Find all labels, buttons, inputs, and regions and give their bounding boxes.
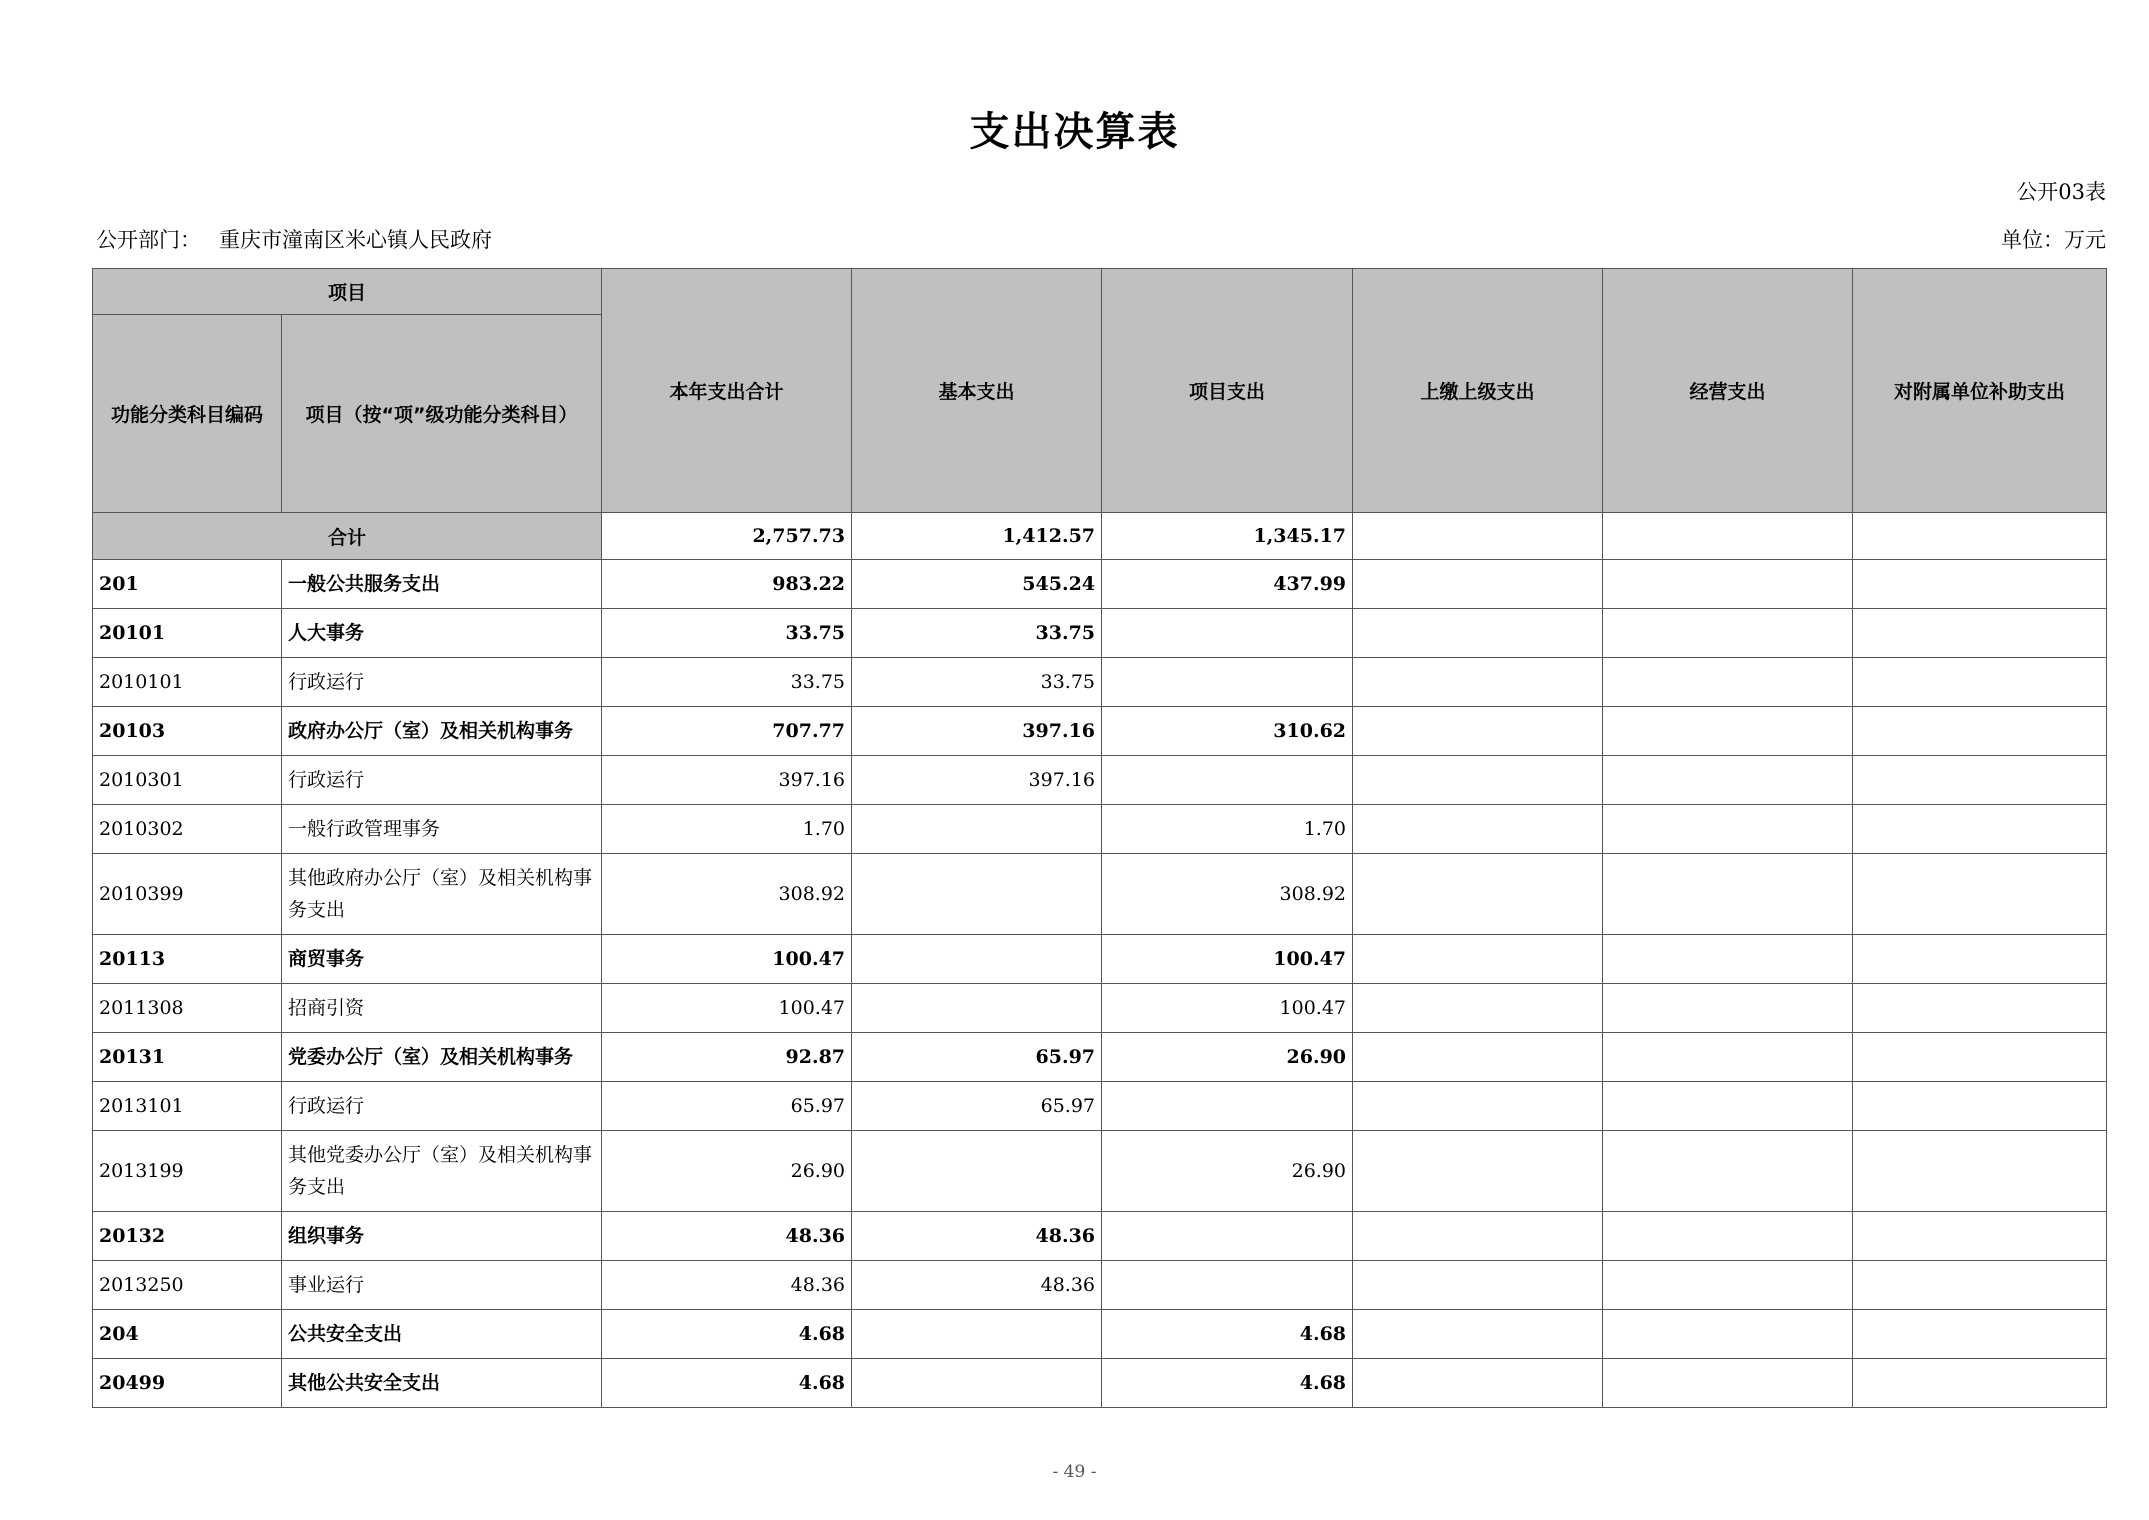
cell-business — [1603, 805, 1853, 854]
header-basic: 基本支出 — [852, 269, 1102, 513]
cell-business — [1603, 935, 1853, 984]
cell-upper — [1353, 658, 1603, 707]
cell-project — [1102, 756, 1353, 805]
table-row — [93, 560, 2107, 609]
table-row — [93, 854, 2107, 935]
cell-code: 2011308 — [93, 984, 282, 1033]
cell-business — [1603, 756, 1853, 805]
cell-upper — [1353, 984, 1603, 1033]
cell-business — [1603, 1033, 1853, 1082]
cell-total: 1.70 — [602, 805, 852, 854]
cell-upper — [1353, 1082, 1603, 1131]
cell-code: 204 — [93, 1310, 282, 1359]
cell-total: 397.16 — [602, 756, 852, 805]
cell-code: 2010301 — [93, 756, 282, 805]
cell-subsidy — [1853, 1212, 2107, 1261]
cell-project: 1.70 — [1102, 805, 1353, 854]
cell-business — [1603, 984, 1853, 1033]
cell-total: 33.75 — [602, 609, 852, 658]
table-row — [93, 1033, 2107, 1082]
cell-upper — [1353, 609, 1603, 658]
table-row — [93, 1131, 2107, 1212]
cell-total: 308.92 — [602, 854, 852, 935]
cell-basic — [852, 984, 1102, 1033]
cell-code: 20101 — [93, 609, 282, 658]
header-func-code: 功能分类科目编码 — [93, 315, 282, 513]
cell-total: 33.75 — [602, 658, 852, 707]
cell-code: 2010399 — [93, 854, 282, 935]
total-cell-subsidy — [1853, 513, 2107, 560]
cell-upper — [1353, 854, 1603, 935]
cell-basic: 397.16 — [852, 707, 1102, 756]
cell-subsidy — [1853, 805, 2107, 854]
cell-subsidy — [1853, 560, 2107, 609]
cell-total: 707.77 — [602, 707, 852, 756]
cell-business — [1603, 1310, 1853, 1359]
table-row — [93, 609, 2107, 658]
cell-subsidy — [1853, 854, 2107, 935]
header-project-expenditure: 项目支出 — [1102, 269, 1353, 513]
cell-business — [1603, 1261, 1853, 1310]
total-cell-project: 1,345.17 — [1102, 513, 1353, 560]
cell-code: 20131 — [93, 1033, 282, 1082]
table-row — [93, 756, 2107, 805]
table-row — [93, 1261, 2107, 1310]
cell-name: 党委办公厅（室）及相关机构事务 — [282, 1033, 602, 1082]
cell-subsidy — [1853, 1131, 2107, 1212]
header-upper: 上缴上级支出 — [1353, 269, 1603, 513]
cell-total: 983.22 — [602, 560, 852, 609]
cell-name: 一般公共服务支出 — [282, 560, 602, 609]
cell-project: 308.92 — [1102, 854, 1353, 935]
cell-name: 组织事务 — [282, 1212, 602, 1261]
cell-project: 100.47 — [1102, 984, 1353, 1033]
cell-name: 一般行政管理事务 — [282, 805, 602, 854]
cell-basic: 48.36 — [852, 1212, 1102, 1261]
cell-code: 2010302 — [93, 805, 282, 854]
cell-business — [1603, 1212, 1853, 1261]
cell-subsidy — [1853, 1033, 2107, 1082]
cell-name: 人大事务 — [282, 609, 602, 658]
cell-total: 65.97 — [602, 1082, 852, 1131]
cell-business — [1603, 1359, 1853, 1408]
cell-basic — [852, 1131, 1102, 1212]
cell-upper — [1353, 1131, 1603, 1212]
total-label: 合计 — [93, 513, 602, 560]
table-row — [93, 707, 2107, 756]
cell-basic — [852, 1310, 1102, 1359]
cell-upper — [1353, 707, 1603, 756]
department-name: 重庆市潼南区米心镇人民政府 — [219, 228, 492, 252]
cell-business — [1603, 658, 1853, 707]
cell-business — [1603, 560, 1853, 609]
cell-name: 其他公共安全支出 — [282, 1359, 602, 1408]
cell-subsidy — [1853, 1359, 2107, 1408]
cell-basic: 545.24 — [852, 560, 1102, 609]
cell-subsidy — [1853, 756, 2107, 805]
cell-subsidy — [1853, 935, 2107, 984]
cell-subsidy — [1853, 1310, 2107, 1359]
cell-basic — [852, 935, 1102, 984]
cell-upper — [1353, 756, 1603, 805]
cell-basic — [852, 854, 1102, 935]
cell-project: 4.68 — [1102, 1310, 1353, 1359]
page-number: - 49 - — [1052, 1462, 1097, 1482]
cell-project — [1102, 1212, 1353, 1261]
total-cell-basic: 1,412.57 — [852, 513, 1102, 560]
table-code: 公开03表 — [2016, 180, 2106, 204]
cell-code: 2010101 — [93, 658, 282, 707]
cell-subsidy — [1853, 1082, 2107, 1131]
cell-subsidy — [1853, 984, 2107, 1033]
total-row — [93, 513, 2107, 560]
cell-project: 100.47 — [1102, 935, 1353, 984]
cell-code: 201 — [93, 560, 282, 609]
cell-name: 其他政府办公厅（室）及相关机构事务支出 — [282, 854, 602, 935]
header-subsidy: 对附属单位补助支出 — [1853, 269, 2107, 513]
cell-business — [1603, 1131, 1853, 1212]
cell-name: 公共安全支出 — [282, 1310, 602, 1359]
cell-project: 437.99 — [1102, 560, 1353, 609]
cell-basic: 397.16 — [852, 756, 1102, 805]
cell-upper — [1353, 935, 1603, 984]
cell-name: 行政运行 — [282, 658, 602, 707]
cell-total: 92.87 — [602, 1033, 852, 1082]
cell-basic: 48.36 — [852, 1261, 1102, 1310]
cell-subsidy — [1853, 707, 2107, 756]
cell-basic — [852, 805, 1102, 854]
cell-project — [1102, 609, 1353, 658]
expenditure-table — [92, 268, 2107, 1408]
cell-total: 48.36 — [602, 1261, 852, 1310]
cell-project — [1102, 658, 1353, 707]
cell-basic — [852, 1359, 1102, 1408]
table-row — [93, 1359, 2107, 1408]
cell-total: 100.47 — [602, 984, 852, 1033]
unit-label: 单位：万元 — [2001, 228, 2106, 252]
cell-upper — [1353, 1310, 1603, 1359]
cell-basic: 33.75 — [852, 658, 1102, 707]
header-total: 本年支出合计 — [602, 269, 852, 513]
table-row — [93, 984, 2107, 1033]
cell-code: 20132 — [93, 1212, 282, 1261]
header-func-name: 项目（按“项”级功能分类科目） — [282, 315, 602, 513]
cell-business — [1603, 1082, 1853, 1131]
cell-upper — [1353, 1212, 1603, 1261]
cell-name: 招商引资 — [282, 984, 602, 1033]
table-row — [93, 1310, 2107, 1359]
cell-subsidy — [1853, 658, 2107, 707]
total-cell-business — [1603, 513, 1853, 560]
cell-name: 政府办公厅（室）及相关机构事务 — [282, 707, 602, 756]
table-row — [93, 935, 2107, 984]
table-row — [93, 1082, 2107, 1131]
table-row — [93, 658, 2107, 707]
cell-business — [1603, 854, 1853, 935]
cell-total: 4.68 — [602, 1359, 852, 1408]
cell-upper — [1353, 1033, 1603, 1082]
cell-upper — [1353, 805, 1603, 854]
header-business: 经营支出 — [1603, 269, 1853, 513]
cell-project — [1102, 1261, 1353, 1310]
cell-name: 行政运行 — [282, 756, 602, 805]
cell-name: 事业运行 — [282, 1261, 602, 1310]
cell-name: 商贸事务 — [282, 935, 602, 984]
cell-name: 其他党委办公厅（室）及相关机构事务支出 — [282, 1131, 602, 1212]
total-cell-total: 2,757.73 — [602, 513, 852, 560]
cell-project — [1102, 1082, 1353, 1131]
cell-basic: 65.97 — [852, 1082, 1102, 1131]
cell-basic: 33.75 — [852, 609, 1102, 658]
cell-upper — [1353, 560, 1603, 609]
department-label: 公开部门： — [96, 228, 201, 252]
cell-project: 26.90 — [1102, 1033, 1353, 1082]
cell-upper — [1353, 1261, 1603, 1310]
cell-project: 310.62 — [1102, 707, 1353, 756]
cell-total: 48.36 — [602, 1212, 852, 1261]
cell-project: 4.68 — [1102, 1359, 1353, 1408]
cell-name: 行政运行 — [282, 1082, 602, 1131]
cell-business — [1603, 609, 1853, 658]
cell-business — [1603, 707, 1853, 756]
header-project: 项目 — [93, 269, 602, 315]
page-title: 支出决算表 — [969, 109, 1180, 155]
cell-total: 4.68 — [602, 1310, 852, 1359]
cell-code: 20499 — [93, 1359, 282, 1408]
table-row — [93, 805, 2107, 854]
cell-subsidy — [1853, 1261, 2107, 1310]
cell-code: 2013101 — [93, 1082, 282, 1131]
table-row — [93, 1212, 2107, 1261]
cell-subsidy — [1853, 609, 2107, 658]
cell-total: 26.90 — [602, 1131, 852, 1212]
cell-code: 2013250 — [93, 1261, 282, 1310]
cell-code: 20113 — [93, 935, 282, 984]
cell-code: 2013199 — [93, 1131, 282, 1212]
cell-code: 20103 — [93, 707, 282, 756]
cell-total: 100.47 — [602, 935, 852, 984]
cell-upper — [1353, 1359, 1603, 1408]
cell-basic: 65.97 — [852, 1033, 1102, 1082]
department-line — [96, 224, 492, 254]
cell-project: 26.90 — [1102, 1131, 1353, 1212]
total-cell-upper — [1353, 513, 1603, 560]
